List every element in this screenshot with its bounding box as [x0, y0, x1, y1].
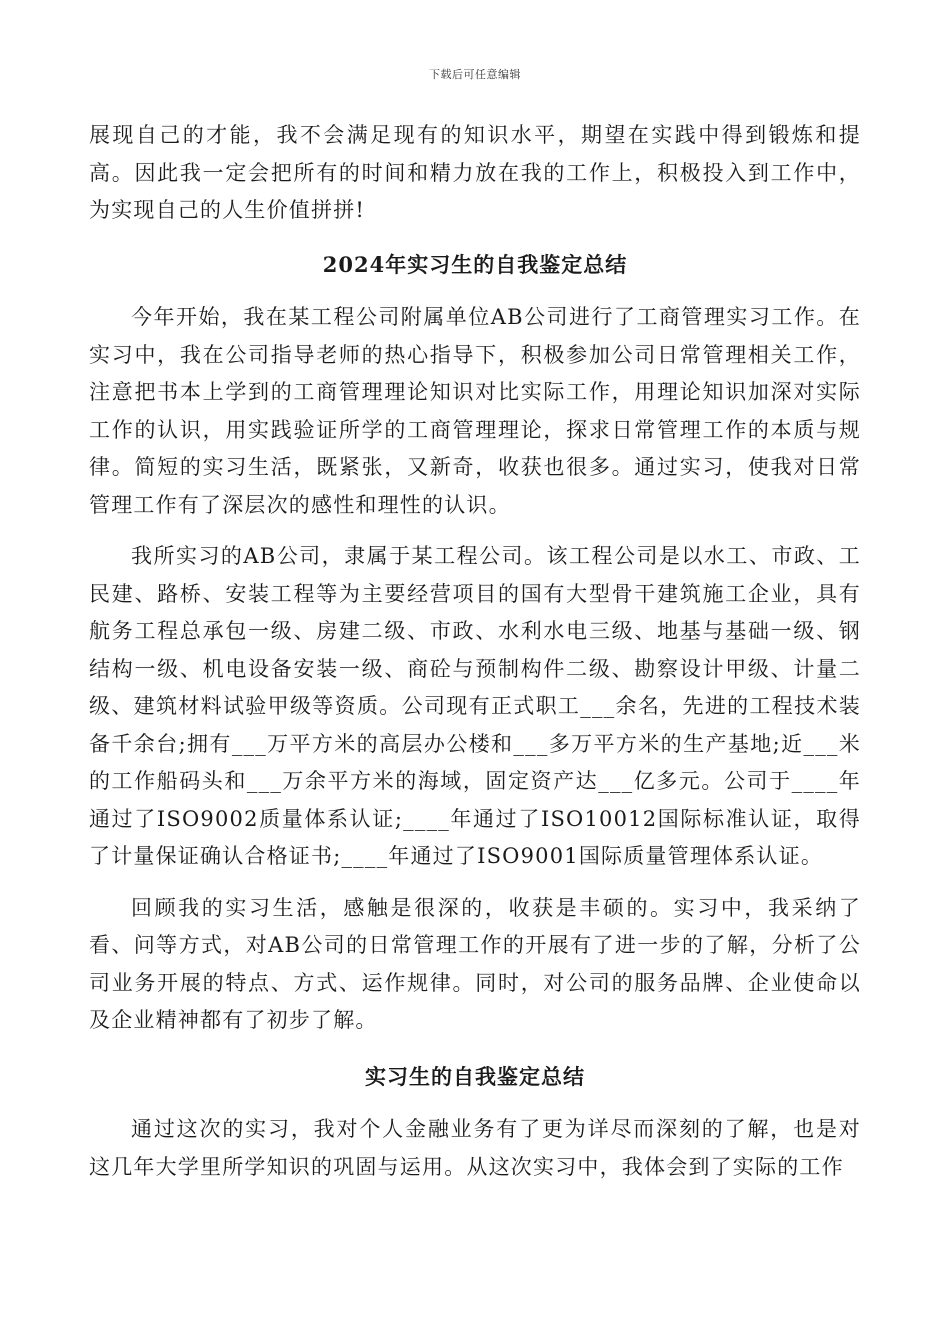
paragraph-reflection: 回顾我的实习生活，感触是很深的，收获是丰硕的。实习中，我采纳了看、问等方式，对AB公司的日常管理工作的开展有了进一步的了解，分析了公司业务开展的特点、方式、运作规律。同时，对公司的服务品牌、企业使命以及企业精神都有了初步了解。: [89, 895, 861, 1032]
section-heading-2024: 2024年实习生的自我鉴定总结: [322, 251, 628, 277]
paragraph-internship-start: 今年开始，我在某工程公司附属单位AB公司进行了工商管理实习工作。在实习中，我在公司指导老师的热心指导下，积极参加公司日常管理相关工作，注意把书本上学到的工商管理理论知识对比实际工作，用理论知识加深对实际工作的认识，用实践验证所学的工商管理理论，探求日常管理工作的本质与规律。简短的实习生活，既紧张，又新奇，收获也很多。通过实习，使我对日常管理工作有了深层次的感性和理性的认识。: [89, 305, 861, 517]
intro-paragraph: 展现自己的才能，我不会满足现有的知识水平，期望在实践中得到锻炼和提高。因此我一定会把所有的时间和精力放在我的工作上，积极投入到工作中，为实现自己的人生价值拼拼!: [89, 123, 861, 222]
section-heading-self-assessment: 实习生的自我鉴定总结: [365, 1063, 585, 1089]
paragraph-company-profile: 我所实习的AB公司，隶属于某工程公司。该工程公司是以水工、市政、工民建、路桥、安装工程等为主要经营项目的国有大型骨干建筑施工企业，具有航务工程总承包一级、房建二级、市政、水利水电三级、地基与基础一级、钢结构一级、机电设备安装一级、商砼与预制构件二级、勘察设计甲级、计量二级、建筑材料试验甲级等资质。公司现有正式职工___余名，先进的工程技术装备千余台;拥有___万平方米的高层办公楼和___多万平方米的生产基地;近___米的工作船码头和___万余平方米的海域，固定资产达___亿多元。公司于____年通过了ISO9002质量体系认证;____年通过了ISO10012国际标准认证，取得了计量保证确认合格证书;____年通过了ISO9001国际质量管理体系认证。: [89, 544, 861, 868]
page-header: 下载后可任意编辑: [429, 68, 521, 81]
paragraph-finance-internship: 通过这次的实习，我对个人金融业务有了更为详尽而深刻的了解，也是对这几年大学里所学知识的巩固与运用。从这次实习中，我体会到了实际的工作: [89, 1117, 861, 1179]
document-body: [89, 117, 861, 1186]
